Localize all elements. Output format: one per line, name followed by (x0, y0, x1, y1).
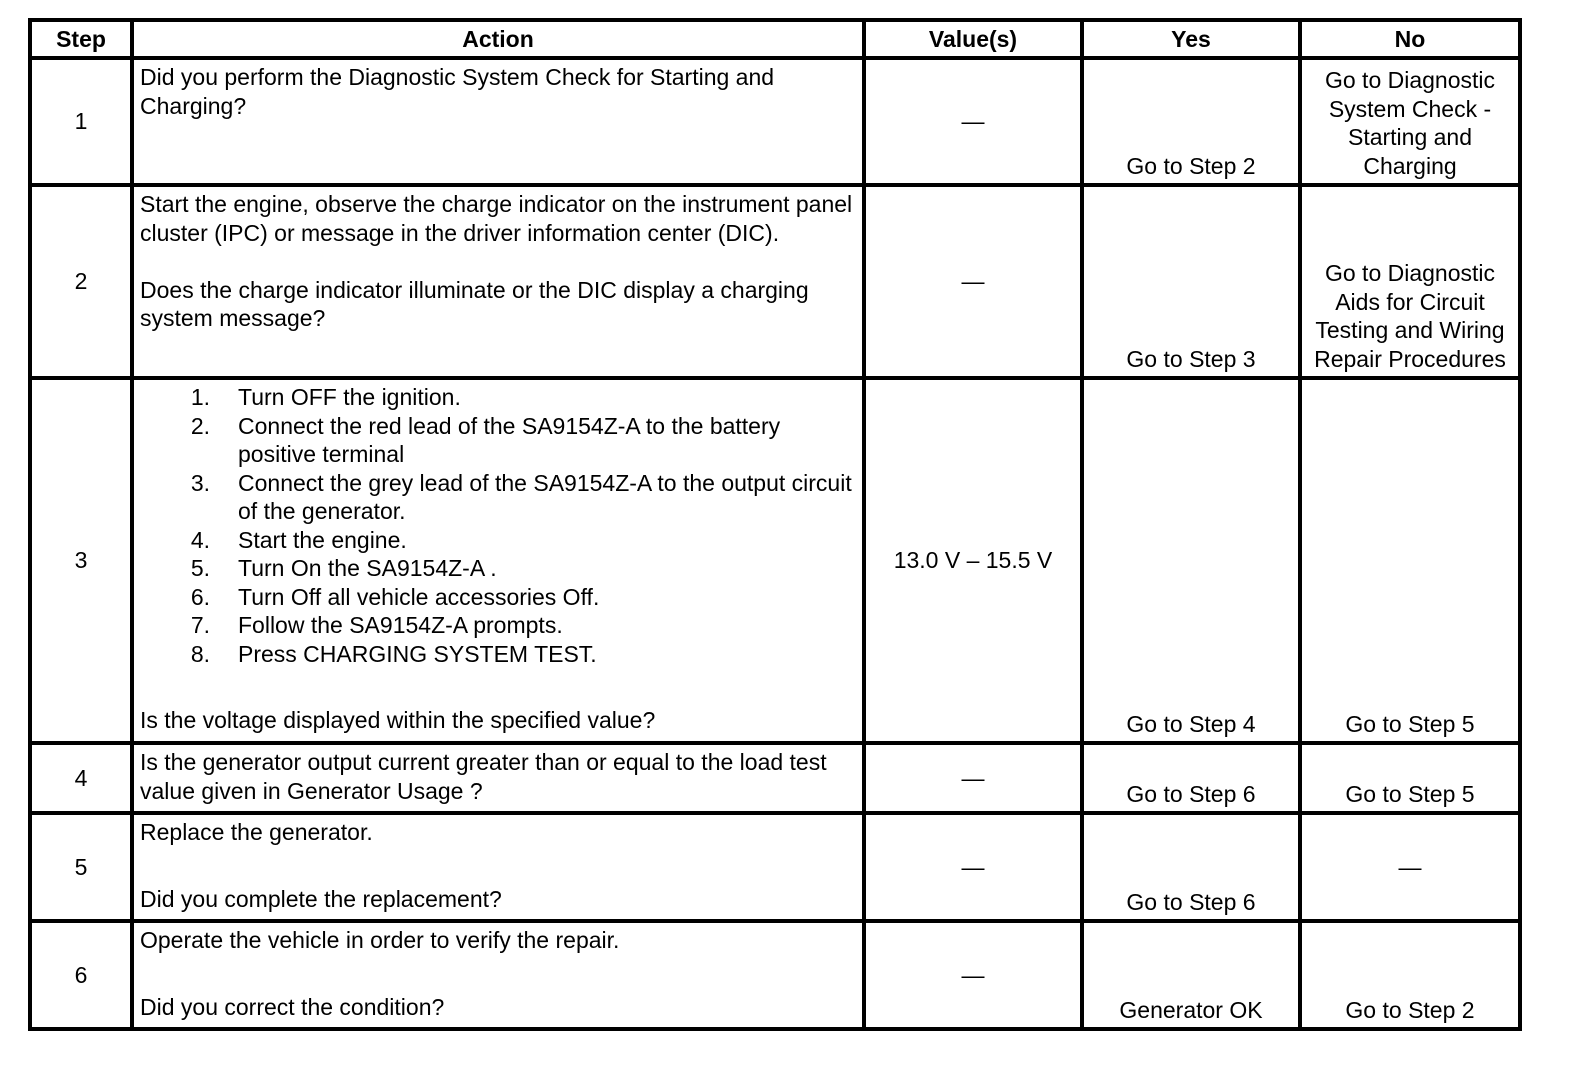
list-item: 6. Turn Off all vehicle accessories Off. (190, 583, 600, 610)
step-number: 2 (30, 185, 132, 378)
list-item: 3. Connect the grey lead of the SA9154Z-A to the output circuit of the generator. (190, 469, 852, 524)
table-row (30, 743, 1520, 813)
list-item: 8. Press CHARGING SYSTEM TEST. (190, 640, 597, 667)
yes-cell: Generator OK (1082, 921, 1300, 1029)
action-text: Is the generator output current greater than or equal to the load test value given in Generator Usage ? (140, 749, 827, 804)
table-row (30, 921, 1520, 1029)
no-cell: Go to Step 5 (1300, 743, 1520, 813)
value-cell: — (864, 185, 1082, 378)
value-cell: — (864, 813, 1082, 921)
header-no: No (1300, 20, 1520, 58)
list-item: 2. Connect the red lead of the SA9154Z-A to the battery positive terminal (190, 412, 781, 467)
action-question: Does the charge indicator illuminate or the DIC display a charging system message? (140, 276, 809, 331)
list-item: 7. Follow the SA9154Z-A prompts. (190, 612, 563, 638)
action-question: Is the voltage displayed within the specified value? (140, 707, 656, 733)
yes-cell: Go to Step 4 (1082, 378, 1300, 743)
action-cell (132, 743, 864, 813)
header-values: Value(s) (864, 20, 1082, 58)
no-cell: — (1300, 813, 1520, 921)
yes-cell: Go to Step 3 (1082, 185, 1300, 378)
yes-cell: Go to Step 2 (1082, 58, 1300, 185)
action-cell (132, 58, 864, 185)
step-number: 1 (30, 58, 132, 185)
action-text: Operate the vehicle in order to verify the repair. (140, 927, 620, 953)
step-number: 4 (30, 743, 132, 813)
diagnostic-table (28, 18, 1522, 1031)
step-number: 6 (30, 921, 132, 1029)
action-question: Did you complete the replacement? (140, 885, 502, 912)
procedure-list (140, 383, 856, 668)
action-text: Did you perform the Diagnostic System Check for Starting and Charging? (140, 64, 775, 119)
table-row (30, 378, 1520, 743)
list-item: 5. Turn On the SA9154Z-A . (190, 555, 497, 581)
table-row (30, 58, 1520, 185)
step-number: 3 (30, 378, 132, 743)
no-cell: Go to Diagnostic Aids for Circuit Testing and Wiring Repair Procedures (1300, 185, 1520, 378)
header-step: Step (30, 20, 132, 58)
action-cell (132, 921, 864, 1029)
yes-cell: Go to Step 6 (1082, 743, 1300, 813)
action-cell (132, 185, 864, 378)
table-row (30, 813, 1520, 921)
no-cell: Go to Step 5 (1300, 378, 1520, 743)
table-row (30, 185, 1520, 378)
list-item: 4. Start the engine. (190, 526, 407, 553)
no-cell: Go to Step 2 (1300, 921, 1520, 1029)
yes-cell: Go to Step 6 (1082, 813, 1300, 921)
value-cell: — (864, 58, 1082, 185)
action-cell (132, 378, 864, 743)
value-cell: — (864, 921, 1082, 1029)
action-text: Replace the generator. (140, 819, 373, 845)
header-row (30, 20, 1520, 58)
list-item: 1. Turn OFF the ignition. (190, 384, 461, 410)
no-cell: Go to Diagnostic System Check - Starting and Charging (1300, 58, 1520, 185)
action-cell (132, 813, 864, 921)
action-text: Start the engine, observe the charge indicator on the instrument panel cluster (IPC) or message in the driver information center (DIC). (140, 191, 853, 246)
header-action: Action (132, 20, 864, 58)
value-cell: — (864, 743, 1082, 813)
header-yes: Yes (1082, 20, 1300, 58)
step-number: 5 (30, 813, 132, 921)
action-question: Did you correct the condition? (140, 993, 445, 1020)
value-cell: 13.0 V – 15.5 V (864, 378, 1082, 743)
